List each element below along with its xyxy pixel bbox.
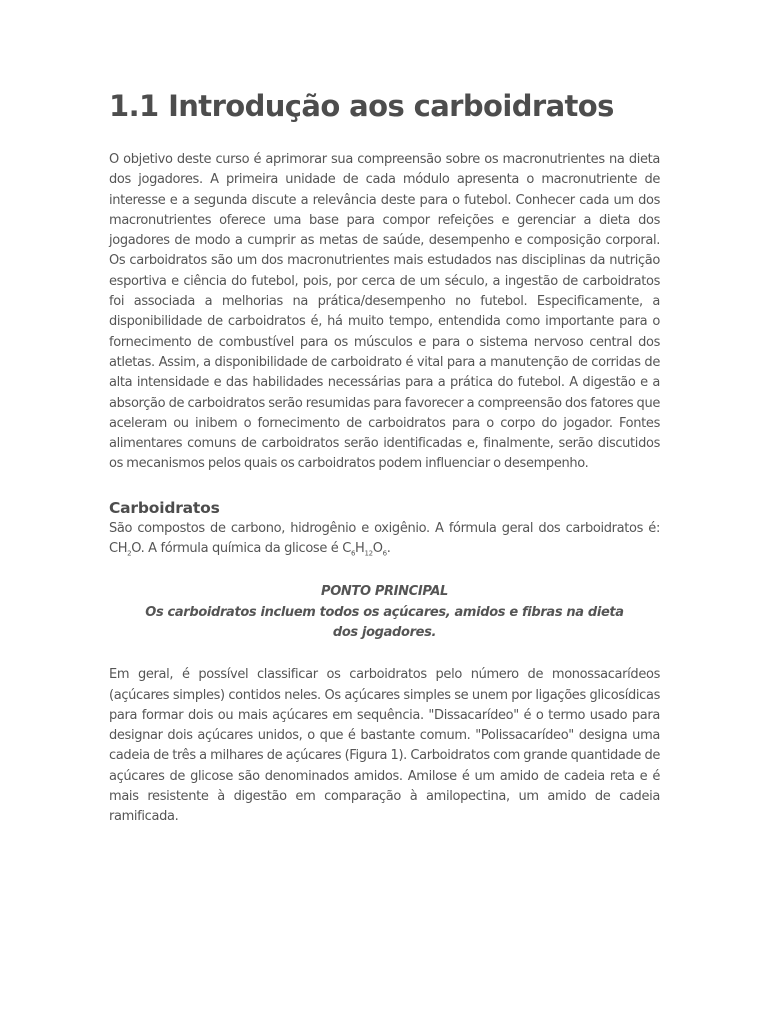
document-page bbox=[109, 84, 660, 828]
key-point-text: Os carboidratos incluem todos os açúcares, amidos e fibras na dieta dos jogadores. bbox=[145, 604, 624, 640]
definition-text: São compostos de carbono, hidrogênio e oxigênio. A fórmula geral dos carboidratos é: CH bbox=[109, 520, 660, 557]
glucose-oxygen-subscript: 6 bbox=[382, 549, 387, 558]
definition-text-continued: O. A fórmula química da glicose é C bbox=[131, 541, 351, 557]
carbohydrates-subtitle: Carboidratos bbox=[109, 498, 220, 517]
glucose-hydrogen-subscript: 12 bbox=[364, 549, 373, 558]
key-point-box bbox=[109, 582, 660, 643]
carbohydrates-definition bbox=[109, 519, 660, 560]
section-title: 1.1 Introdução aos carboidratos bbox=[109, 89, 614, 123]
formula-subscript: 2 bbox=[127, 549, 132, 558]
key-point-label: PONTO PRINCIPAL bbox=[321, 584, 448, 600]
glucose-oxygen: O bbox=[372, 541, 383, 557]
glucose-hydrogen: H bbox=[355, 541, 365, 557]
intro-paragraph: O objetivo deste curso é aprimorar sua compreensão sobre os macronutrientes na dieta dos jogadores. A primeira unidade de cada módulo apresenta o macronutriente de interesse e a segunda discute a relevância deste para o futebol. Conhecer cada um dos macronutrientes oferece uma base para compor refeições e gerenciar a dieta dos jogadores de modo a cumprir as metas de saúde, desempenho e composição corporal. Os carboidratos são um dos macronutrientes mais estudados nas disciplinas da nutrição esportiva e ciência do futebol, pois, por cerca de um século, a ingestão de carboidratos foi associada a melhorias na prática/desempenho no futebol. Especificamente, a disponibilidade de carboidratos é, há muito tempo, entendida como importante para o fornecimento de combustível para os músculos e para o sistema nervoso central dos atletas. Assim, a disponibilidade de carboidrato é vital para a manutenção de corridas de alta intensidade e das habilidades necessárias para a prática do futebol. A digestão e a absorção de carboidratos serão resumidas para favorecer a compreensão dos fatores que aceleram ou inibem o fornecimento de carboidratos para o corpo do jogador. Fontes alimentares comuns de carboidratos serão identificadas e, finalmente, serão discutidos os mecanismos pelos quais os carboidratos podem influenciar o desempenho. bbox=[109, 152, 660, 472]
classification-paragraph: Em geral, é possível classificar os carboidratos pelo número de monossacarídeos (açúcares simples) contidos neles. Os açúcares simples se unem por ligações glicosídicas para formar dois ou mais açúcares em sequência. "Dissacarídeo" é o termo usado para designar dois açúcares unidos, o que é bastante comum. "Polissacarídeo" designa uma cadeia de três a milhares de açúcares (Figura 1). Carboidratos com grande quantidade de açúcares de glicose são denominados amidos. Amilose é um amido de cadeia reta e é mais resistente à digestão em comparação à amilopectina, um amido de cadeia ramificada. bbox=[109, 667, 660, 825]
glucose-carbon-subscript: 6 bbox=[350, 549, 356, 558]
definition-end: . bbox=[386, 541, 391, 557]
